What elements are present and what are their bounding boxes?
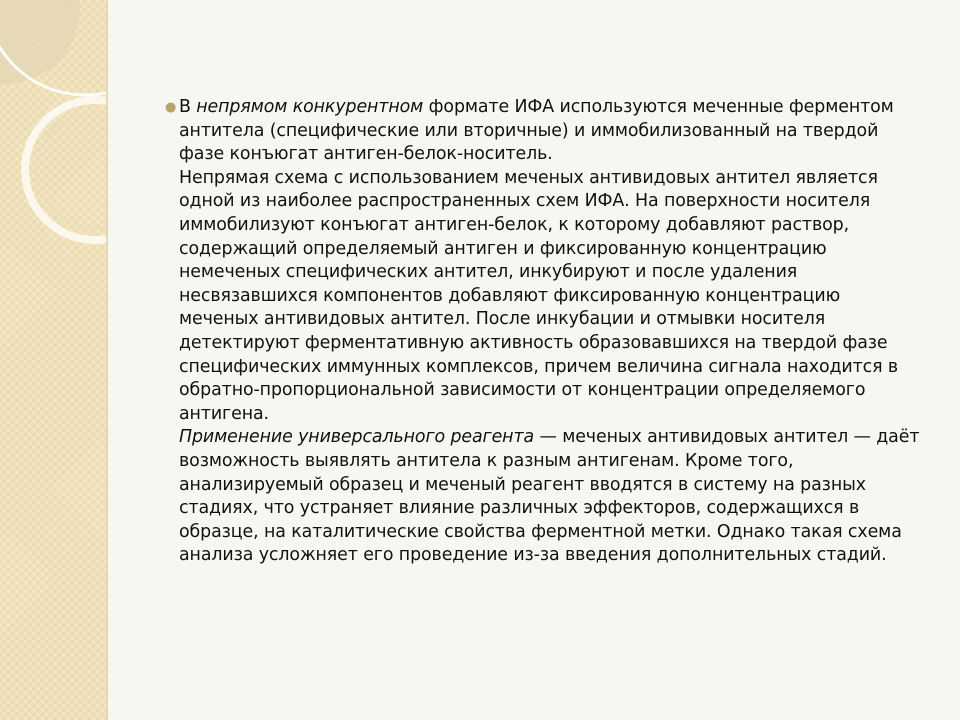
p3-italic-term: Применение универсального реагента — [179, 427, 535, 448]
ring-inner — [37, 112, 106, 228]
decorative-rings — [0, 0, 106, 720]
bullet-item — [165, 96, 920, 568]
bullet-text — [179, 96, 920, 568]
corner-shape — [0, 0, 80, 85]
p1-text-end: формате ИФА используются меченные ферментом антитела (специфические или вторичные) и иммобилизованный на твердой фазе конъюгат антиген-белок-носитель. — [179, 97, 894, 165]
slide-content — [165, 96, 920, 568]
bullet-icon: ● — [165, 100, 177, 115]
p1-text-start: В — [179, 97, 197, 117]
paragraph-1 — [179, 96, 920, 167]
sidebar-divider — [106, 0, 108, 720]
paragraph-2: Непрямая схема с использованием меченых антивидовых антител является одной из наиболее распространенных схем ИФА. На поверхности носителя иммобилизуют конъюгат антиген-белок, к которому добавляют раствор, содержащий определяемый антиген и фиксированную концентрацию немеченых специфических антител, инкубируют и после удаления несвязавшихся компонентов добавляют фиксированную концентрацию меченых антивидовых антител. После инкубации и отмывки носителя детектируют ферментативную активность образовавшихся на твердой фазе специфических иммунных комплексов, причем величина сигнала находится в обратно-пропорциональной зависимости от концентрации определяемого антигена. — [179, 167, 899, 424]
paragraph-3 — [179, 426, 920, 568]
p3-text-end: — меченых антивидовых антител — даёт возможность выявлять антитела к разным антигенам. Кроме того, анализируемый образец и меченый реагент вводятся в систему на разных стадиях, что устраняет влияние различных эффекторов, содержащихся в образце, на каталитические свойства ферментной метки. Однако такая схема анализа усложняет его проведение из-за введения дополнительных стадий. — [179, 427, 920, 566]
p1-italic-term: непрямом конкурентном — [196, 97, 424, 117]
decorative-sidebar — [0, 0, 106, 720]
